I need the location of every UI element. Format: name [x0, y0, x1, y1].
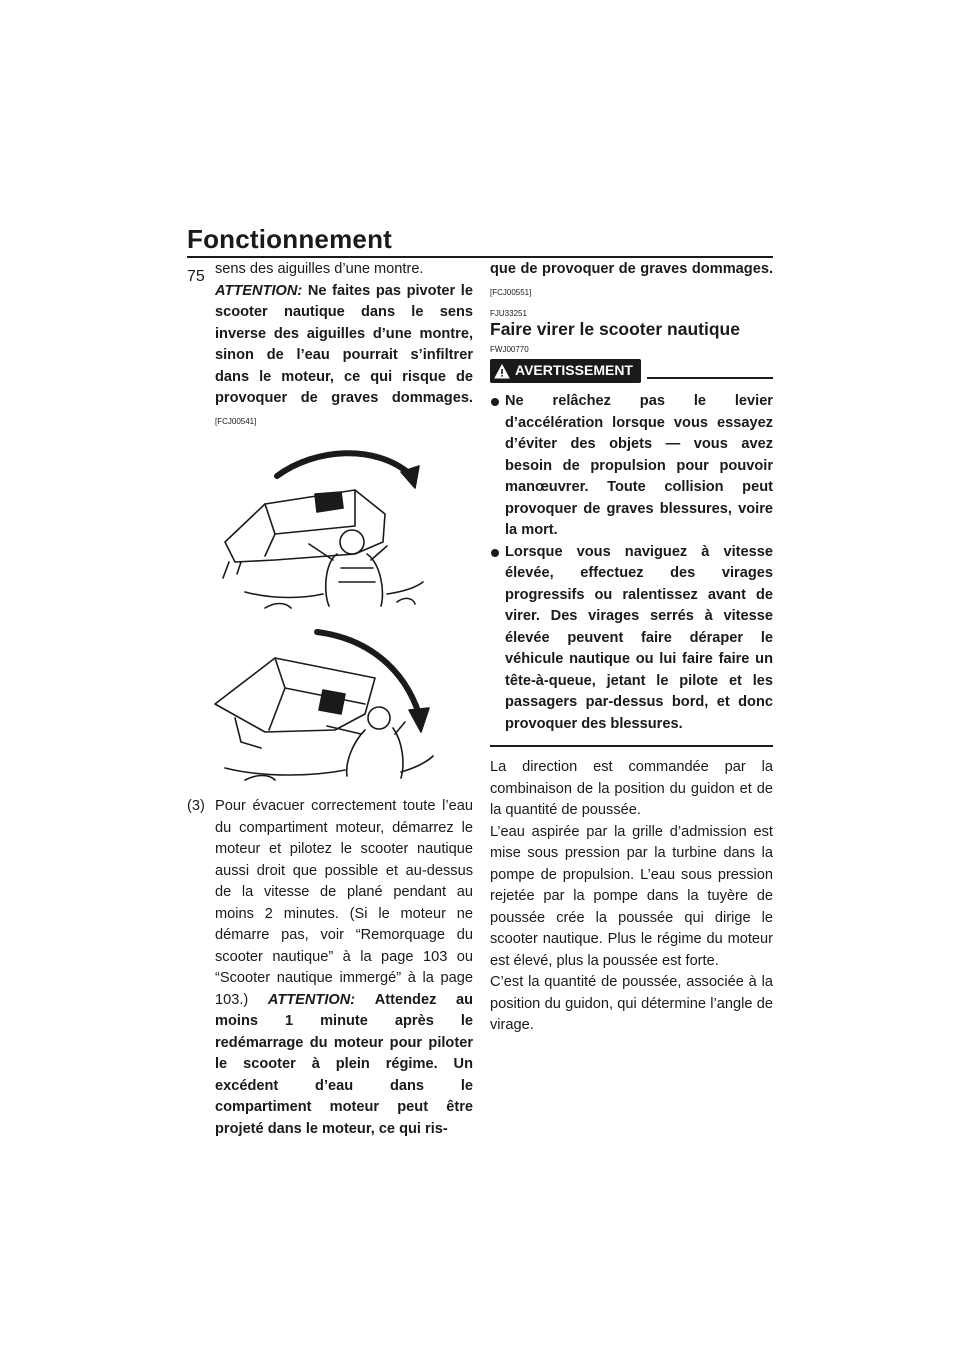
attention-label-2: ATTENTION:: [267, 991, 356, 1008]
list-item: Lorsque vous naviguez à vitesse élevée, effectuez des virages progressifs ou ralentissez avant de virer. Des virages serrés à vitesse élevée peuvent faire déraper le véhicule nautique ou lui faire faire un tête-à-queue, jetant le pilote et les passagers par-dessus bord, et donc provoquer des blessures.: [490, 542, 773, 736]
illustration-scooter-righting: [205, 618, 445, 788]
page-title: Fonctionnement: [187, 224, 393, 254]
warning-header: [490, 359, 773, 383]
header-rule: [187, 256, 773, 258]
continuation-text: sens des aiguilles d’une montre. ATTENTION: Ne faites pas pivoter le scooter nautique dans le sens inverse des aiguilles d’une montre, sinon de l’eau pourrait s’infiltrer dans le moteur, ce qui risque de provoquer de graves dommages. [FCJ00541]: [215, 261, 473, 426]
warning-list: [490, 391, 773, 735]
attention-code-2: [FCJ00551]: [490, 287, 532, 297]
warning-badge: [490, 359, 641, 383]
attention-text-2: Attendez au moins 1 minute après le redémarrage du moteur pour piloter le scooter à plein régime. Un excédent d’eau dans le compartiment moteur peut être projeté dans le moteur, ce qui ris-: [215, 991, 474, 1137]
warning-label: AVERTISSEMENT: [515, 362, 633, 379]
attention-text: Ne faites pas pivoter le scooter nautique dans le sens inverse des aiguilles d’une montre, sinon de l’eau pourrait s’infiltrer dans le moteur, ce qui risque de provoquer de graves dommages.: [215, 282, 473, 406]
step-3: [187, 796, 474, 1140]
list-item: Ne relâchez pas le levier d’accélération lorsque vous essayez d’éviter des objets — vous avez besoin de propulsion pour pouvoir manœuvrer. Toute collision peut provoquer de graves blessures, voire la mort.: [490, 391, 773, 542]
attention-code: [FCJ00541]: [215, 416, 257, 426]
body-paragraph: L’eau aspirée par la grille d’admission est mise sous pression par la turbine dans la pompe de propulsion. L’eau sous pression rejetée par la pompe dans la tuyère de poussée crée la poussée qui dirige le scooter nautique. Plus le régime du moteur est élevé, plus la poussée est forte.: [490, 823, 773, 969]
section-code: FJU33251: [490, 309, 527, 318]
warning-code: FWJ00770: [490, 345, 529, 354]
attention-label: ATTENTION:: [215, 282, 303, 299]
page-number: 75: [187, 268, 205, 285]
section-title: Faire virer le scooter nautique: [490, 319, 740, 339]
attention-continuation: que de provoquer de graves dommages. [FCJ00551]: [490, 261, 773, 297]
body-paragraph: La direction est commandée par la combinaison de la position du guidon et de la quantité de poussée.: [490, 759, 773, 818]
step-number: (3): [187, 798, 205, 814]
warning-rule: [647, 377, 773, 379]
illustration-capsized-scooter-turn: [205, 442, 445, 612]
body-paragraph: C’est la quantité de poussée, associée à la position du guidon, qui détermine l’angle de virage.: [490, 974, 773, 1033]
step-text: Pour évacuer correctement toute l’eau du compartiment moteur, démarrez le moteur et pilotez le scooter nautique aussi droit que possible et au-dessus de la vitesse de plané pendant au moins 2 minutes. (Si le moteur ne démarre pas, voir “Remorquage du scooter nautique” à la page 103 ou “Scooter nautique immergé” à la page 103.): [215, 798, 473, 1008]
warning-triangle-icon: [494, 364, 510, 379]
warning-end-rule: [490, 745, 773, 747]
right-column: [490, 259, 773, 1037]
